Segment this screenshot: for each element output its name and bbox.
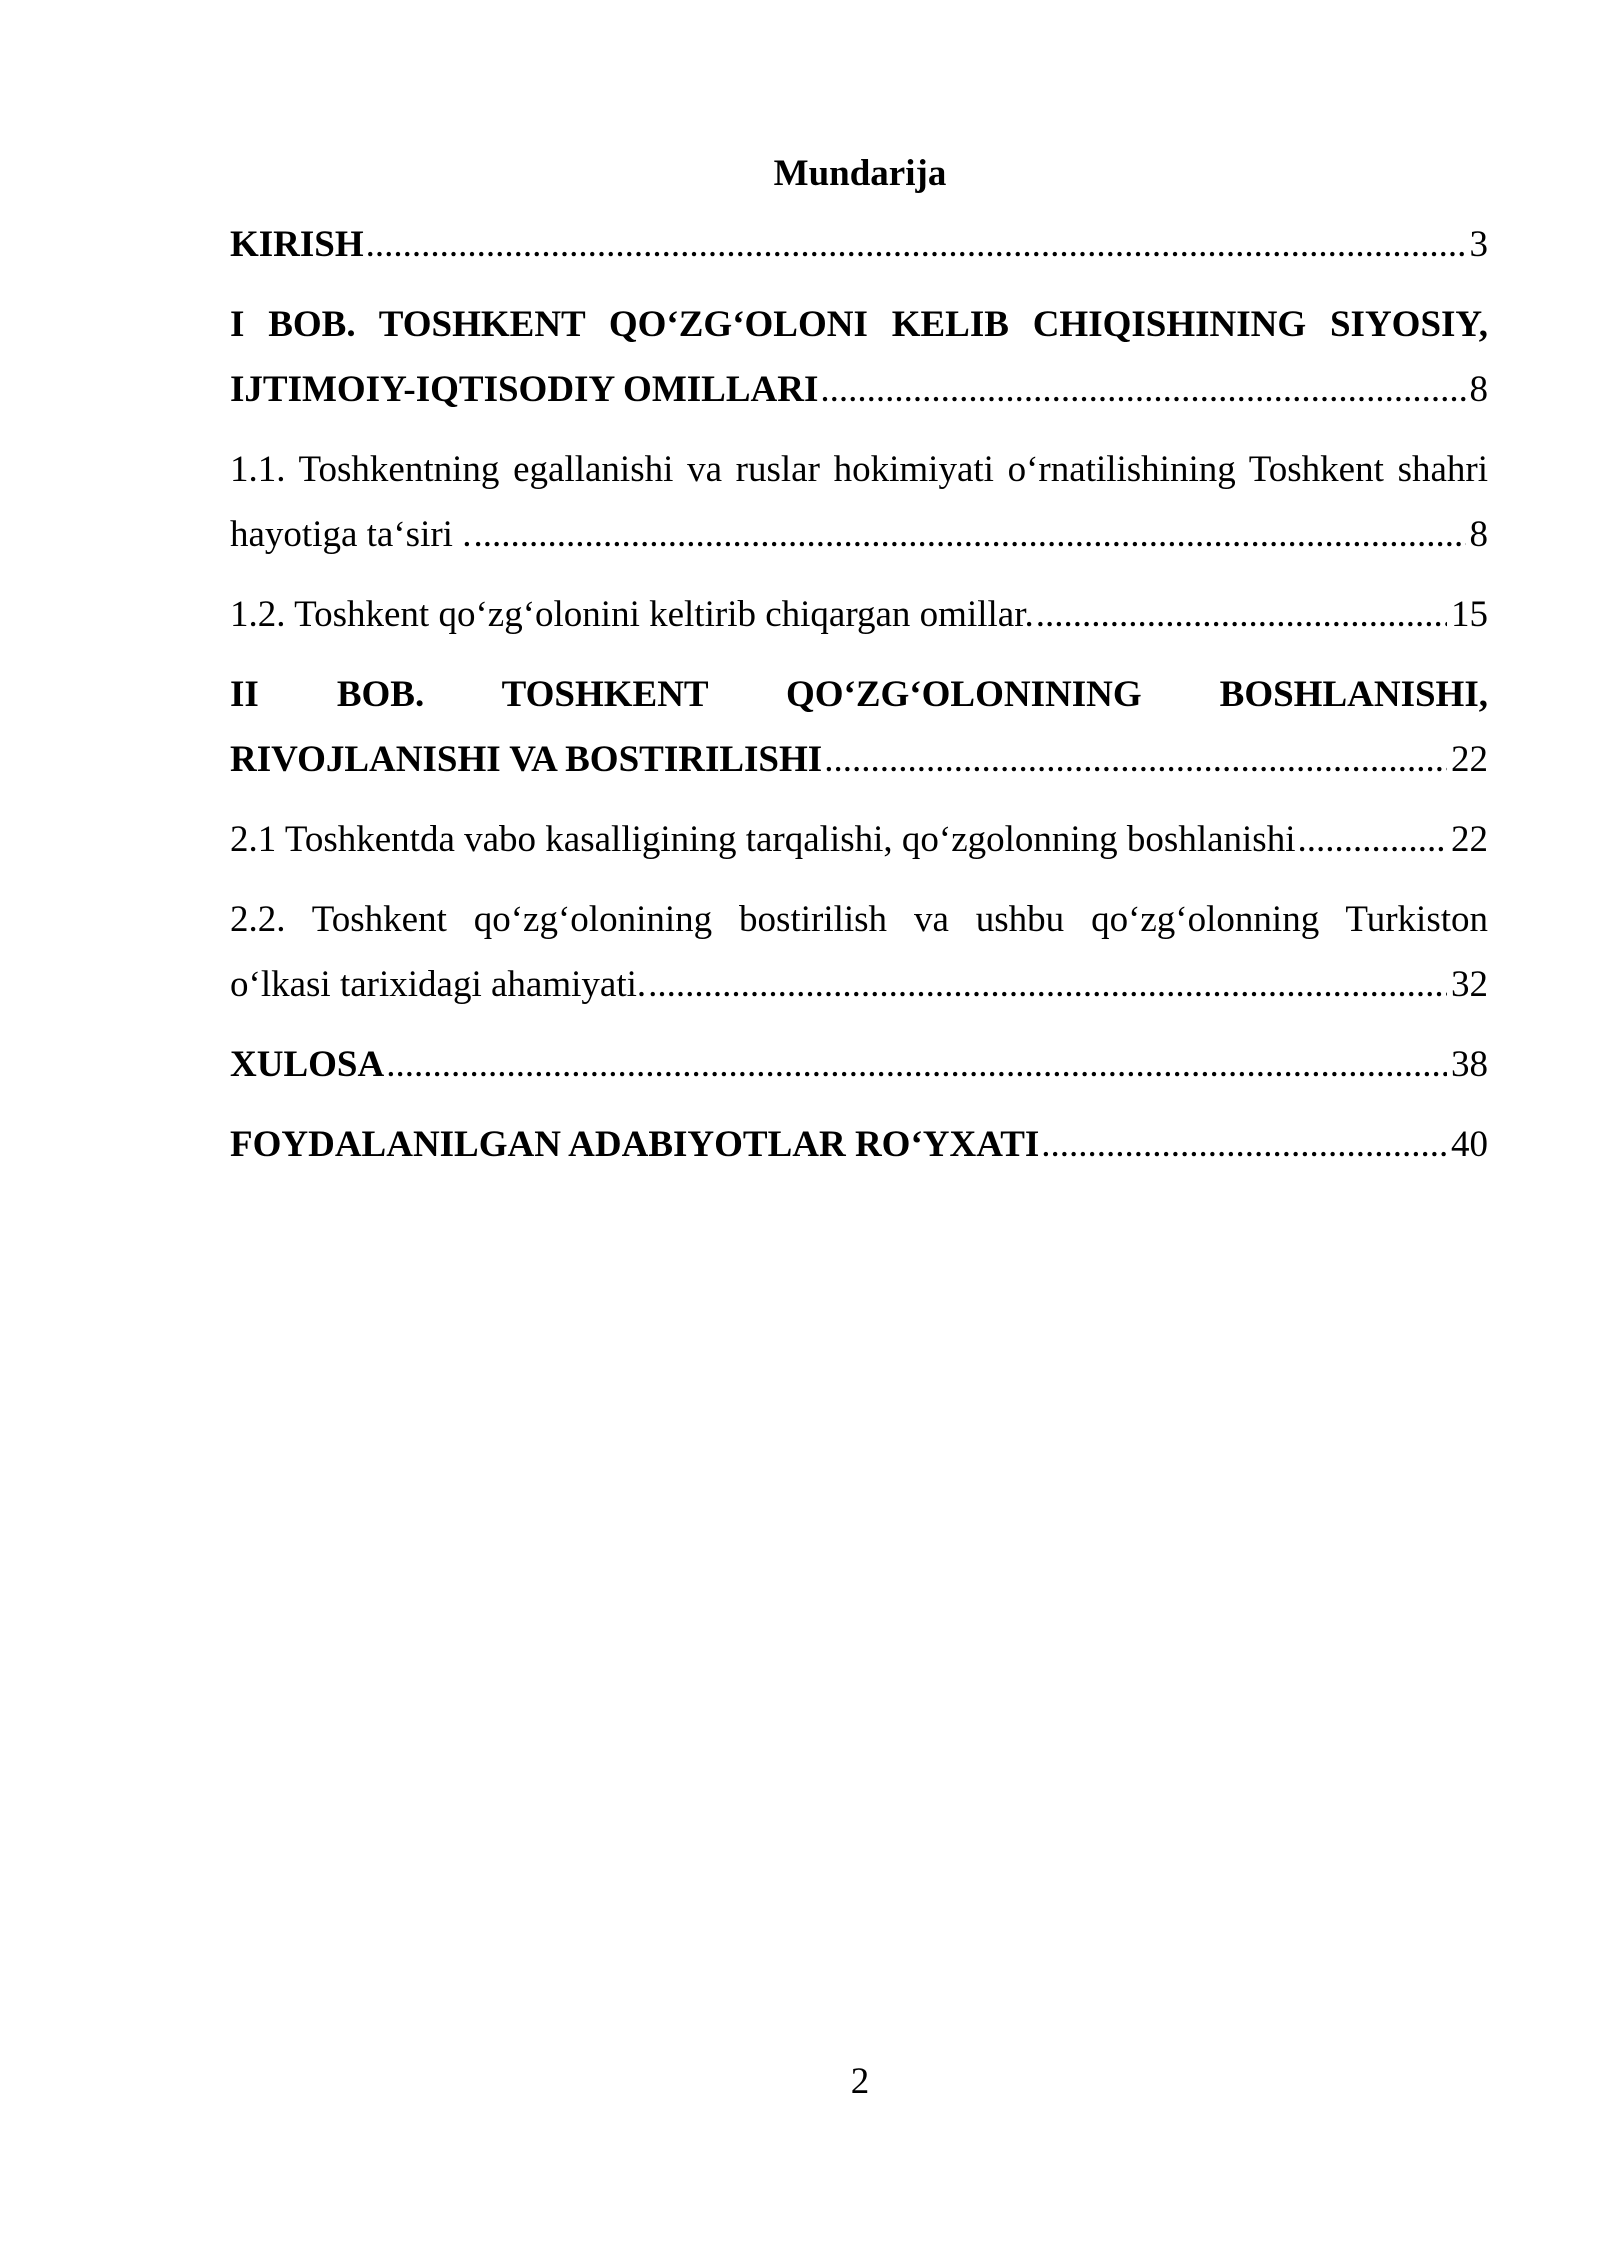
dot-leader (820, 357, 1465, 422)
toc-entry-title-line: II BOB. TOSHKENT QO‘ZG‘OLONINING BOSHLANISHI, (230, 674, 1488, 715)
dot-leader (473, 502, 1465, 567)
toc-page-number: 38 (1451, 1044, 1488, 1085)
toc-entry-title-line: 2.2. Toshkent qo‘zg‘olonining bostirilish va ushbu qo‘zg‘olonning Turkiston (230, 899, 1488, 940)
toc-entry-title: KIRISH (230, 224, 364, 265)
dot-leader (1036, 582, 1447, 647)
toc-entry-section-1-2[interactable] (230, 582, 1488, 647)
toc-entry-section-1-1[interactable] (230, 437, 1488, 567)
toc-entry-section-2-2[interactable] (230, 887, 1488, 1017)
page-footer-number: 2 (850, 2061, 870, 2102)
dot-leader (824, 727, 1447, 792)
dot-leader (648, 952, 1447, 1017)
toc-entry-title-line: IJTIMOIY-IQTISODIY OMILLARI (230, 369, 819, 410)
toc-entry-title-line: 1.1. Toshkentning egallanishi va ruslar hokimiyati o‘rnatilishining Toshkent shahri (230, 449, 1488, 490)
toc-entry-section-2-1[interactable] (230, 807, 1488, 872)
dot-leader (1041, 1112, 1447, 1177)
table-of-contents (230, 212, 1488, 1192)
toc-entry-title: XULOSA (230, 1044, 385, 1085)
toc-entry-title: FOYDALANILGAN ADABIYOTLAR RO‘YXATI (230, 1124, 1040, 1165)
toc-entry-chapter-1[interactable] (230, 292, 1488, 422)
toc-page-number: 22 (1451, 819, 1488, 860)
toc-entry-title-line: hayotiga ta‘siri . (230, 514, 472, 555)
toc-entry-title: 2.1 Toshkentda vabo kasalligining tarqalishi, qo‘zgolonning boshlanishi (230, 819, 1296, 860)
toc-page-number: 40 (1451, 1124, 1488, 1165)
toc-entry-kirish[interactable] (230, 212, 1488, 277)
toc-heading: Mundarija (773, 153, 947, 194)
dot-leader (366, 212, 1466, 277)
dot-leader (1297, 807, 1447, 872)
toc-entry-chapter-2[interactable] (230, 662, 1488, 792)
toc-entry-bibliography[interactable] (230, 1112, 1488, 1177)
toc-page-number: 3 (1469, 224, 1488, 265)
dot-leader (386, 1032, 1447, 1097)
toc-page-number: 15 (1451, 594, 1488, 635)
toc-page-number: 8 (1469, 369, 1488, 410)
toc-page-number: 32 (1451, 964, 1488, 1005)
toc-page-number: 22 (1451, 739, 1488, 780)
toc-entry-xulosa[interactable] (230, 1032, 1488, 1097)
toc-entry-title-line: I BOB. TOSHKENT QO‘ZG‘OLONI KELIB CHIQISHINING SIYOSIY, (230, 304, 1488, 345)
toc-entry-title: 1.2. Toshkent qo‘zg‘olonini keltirib chiqargan omillar. (230, 594, 1034, 635)
toc-page-number: 8 (1469, 514, 1488, 555)
toc-entry-title-line: o‘lkasi tarixidagi ahamiyati. (230, 964, 647, 1005)
toc-entry-title-line: RIVOJLANISHI VA BOSTIRILISHI (230, 739, 823, 780)
